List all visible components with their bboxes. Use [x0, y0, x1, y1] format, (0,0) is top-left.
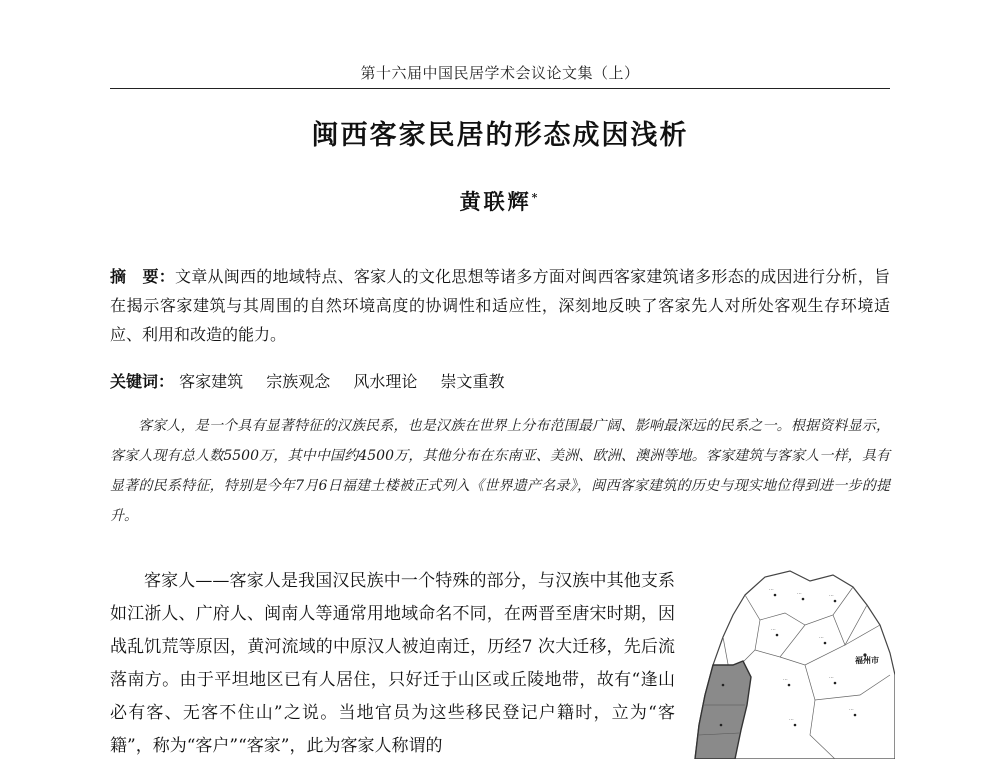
- header-rule: [110, 88, 890, 89]
- keywords: [110, 369, 890, 395]
- svg-text:···: ···: [797, 591, 802, 597]
- article-title: 闽西客家民居的形态成因浅析: [311, 120, 689, 151]
- author-name: 黄联辉: [459, 189, 532, 214]
- svg-text:···: ···: [789, 717, 794, 723]
- svg-text:···: ···: [849, 707, 854, 713]
- abstract-label: 摘 要：: [110, 267, 176, 286]
- svg-text:···: ···: [829, 675, 834, 681]
- running-head: 第十六届中国民居学术会议论文集（上）: [360, 64, 640, 82]
- map-label-fuzhou: 福州市: [855, 656, 879, 665]
- svg-text:···: ···: [771, 627, 776, 633]
- svg-text:···: ···: [819, 635, 824, 641]
- svg-text:···: ···: [829, 593, 834, 599]
- keywords-label: 关键词：: [110, 372, 175, 391]
- intro-paragraph: 客家人，是一个具有显著特征的汉族民系，也是汉族在世界上分布范围最广阔、影响最深远的民系之一。根据资料显示，客家人现有总人数5500万，其中中国约4500万，其他分布在东南亚、美洲、欧洲、澳洲等地。客家建筑与客家人一样，具有显著的民系特征，特别是今年7月6日福建土楼被正式列入《世界遗产名录》，闽西客家建筑的历史与现实地位得到进一步的提升。: [110, 418, 890, 524]
- keyword-item: 崇文重教: [440, 372, 505, 391]
- keyword-item: 风水理论: [353, 372, 418, 391]
- svg-text:···: ···: [769, 587, 774, 593]
- abstract: [110, 262, 890, 349]
- author-line: [0, 186, 1000, 216]
- map-image: [685, 565, 895, 759]
- fujian-map-figure: [685, 565, 895, 759]
- body-paragraph: 客家人——客家人是我国汉民族中一个特殊的部分，与汉族中其他支系如江浙人、广府人、闽南人等通常用地域命名不同，在两晋至唐宋时期，因战乱饥荒等原因，黄河流域的中原汉人被迫南迁，历经7 次大迁移，先后流落南方。由于平坦地区已有人居住，只好迁于山区或丘陵地带，故有“逢山必有客、无客不住山”之说。当地官员为这些移民登记户籍时，立为“客籍”，称为“客户”“客家”，此为客家人称谓的: [110, 571, 675, 756]
- svg-text:···: ···: [783, 677, 788, 683]
- abstract-text: 文章从闽西的地域特点、客家人的文化思想等诸多方面对闽西客家建筑诸多形态的成因进行分析，旨在揭示客家建筑与其周围的自然环境高度的协调性和适应性，深刻地反映了客家先人对所处客观生存环境适应、利用和改造的能力。: [110, 267, 890, 344]
- keyword-item: 宗族观念: [266, 372, 331, 391]
- keyword-item: 客家建筑: [179, 372, 244, 391]
- author-footnote-mark: *: [531, 191, 541, 204]
